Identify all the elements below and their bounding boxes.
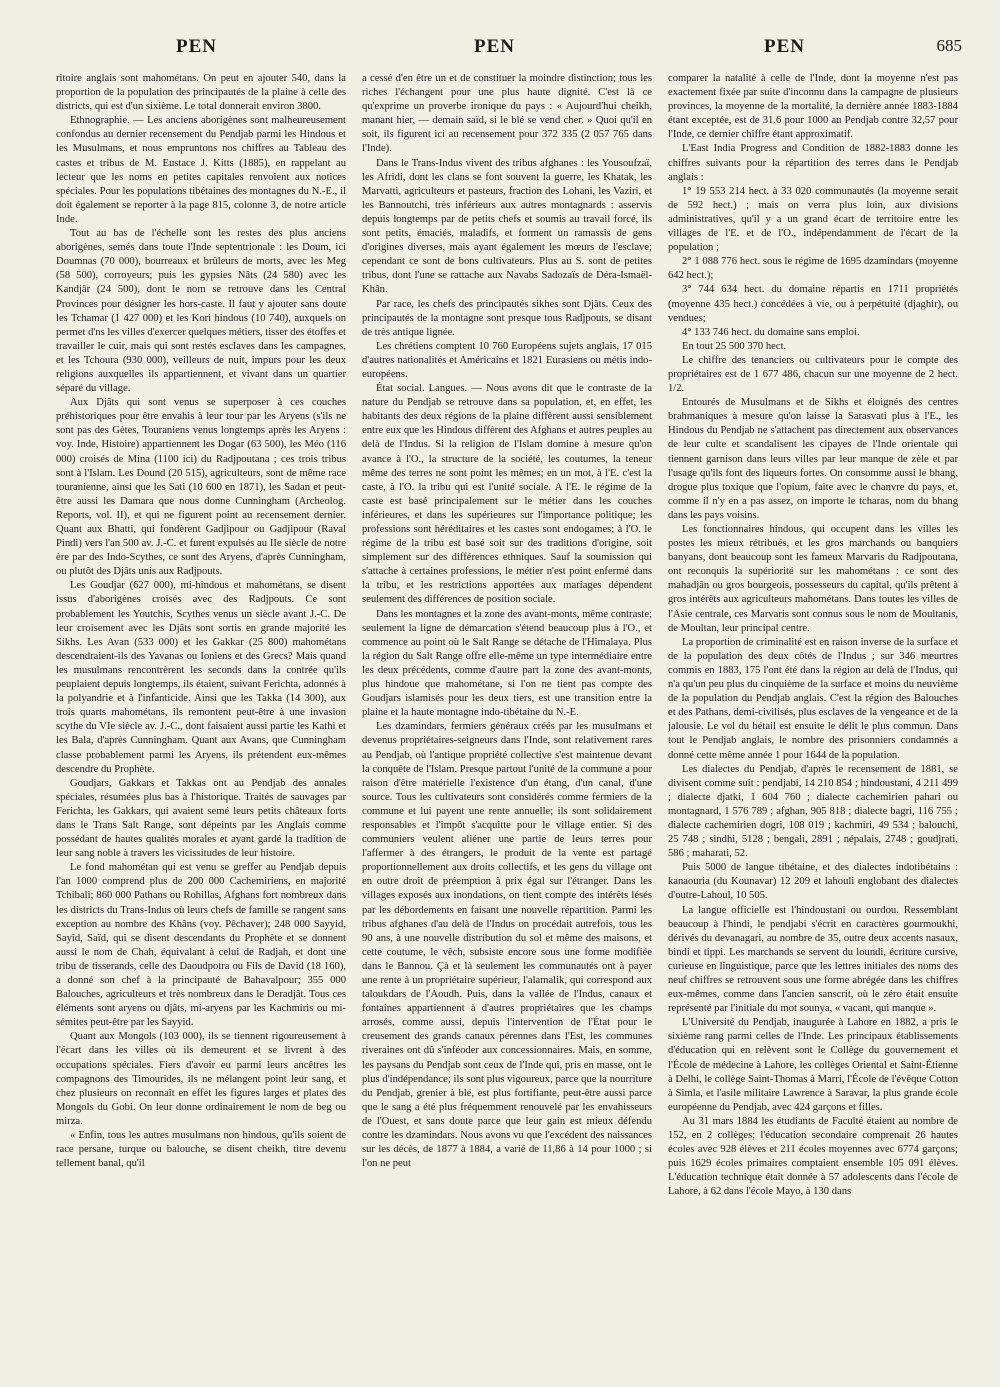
paragraph: Goudjars, Gakkars et Takkas ont au Pendjab des annales spéciales, résumées plus bas à l'historique. Traités de sauvages par Ferichta, les Gakkars, qui avaient semé leurs petits châteaux forts dans le Trans Salt Range, sont dépeints par les Anglais comme possédant de hautes qualités morales et ayant gardé la tradition de leur sang noble à travers les vicissitudes de leur histoire. [56,777,346,860]
paragraph: a cessé d'en être un et de constituer la moindre distinction; tous les riches l'échangent pour une plus haute dignité. C'est là ce qu'exprime un proverbe ironique du pays : « Aujourd'hui cheikh, manant hier, — demain saïd, si le blé se vend cher. » Quoi qu'il en soit, ils figurent ici au recensement pour 372 335 (2 057 765 dans l'Inde). [362,73,652,155]
paragraph: Ethnographie. — Les anciens aborigènes sont malheureusement confondus au dernier recensement du Pendjab parmi les Hindous et les Musulmans, et nous empruntons nos chiffres au Tableau des castes et tribus de M. Eustace J. Kitts (1885), en rappelant au lecteur que les noms en petites capitales renvoient aux notices spéciales. Pour les populations tibétaines des montagnes du N.-E., il doit également se reporter à la page 815, colonne 3, de notre article Inde. [56,115,346,225]
paragraph: Par race, les chefs des principautés sikhes sont Djâts. Ceux des principautés de la montagne sont presque tous Radjpouts, se disant de très antique lignée. [362,298,652,338]
column-3 [668,72,958,1372]
paragraph: L'Université du Pendjab, inaugurée à Lahore en 1882, a pris le sixième rang parmi celles de l'Inde. Les principaux établissements d'éducation qui en relèvent sont le Collège du gouvernement et l'École de médecine à Lahore, les collèges Oriental et Saint-Étienne à Delhi, le collège Saint-Thomas à Marri, l'École de l'évêque Cotton à Simla, et l'asile militaire Lawrence à Saravar, la plus grande école européenne du Pendjab, avec 424 garçons et filles. [668,1017,958,1113]
text-columns [56,72,962,1372]
column-2 [362,72,652,1372]
paragraph: Quant aux Mongols (103 000), ils se tiennent rigoureusement à l'écart dans les villes où ils demeurent et se livrent à des occupations spéciales. Fiers d'avoir eu parmi leurs ancêtres les compagnons des Timourides, ils ne mélangent point leur sang, et chez plusieurs on reconnaît en effet les figures larges et plates des Mongols du Gobi. On leur donne ordinairement le nom de beg ou mirza. [56,1031,346,1127]
page-number: 685 [936,36,962,55]
paragraph: Dans les montagnes et la zone des avant-monts, même contraste; seulement la ligne de démarcation s'étend beaucoup plus à l'O., et commence au point où le Salt Range se détache de l'Himalaya. Plus la région du Salt Range offre elle-même un type intermédiaire entre les deux précédents, comme d'autre part la zone des avant-monts, plus hindoue que mahométane, si l'on ne tient pas compte des Goudjars islamisés pour les deux tiers, est une transition entre la plaine et la haute montagne indo-tibétaine du N.-E. [362,608,652,719]
paragraph: La proportion de criminalité est en raison inverse de la surface et de la population des deux côtés de l'Indus ; sur 346 meurtres commis en 1883, 175 l'ont été dans la région au delà de l'Indus, qui n'a qu'un peu plus du cinquième de la surface et moins du neuvième de la population du Pendjab anglais. C'est la région des Balouches et des Pathans, demi-civilisés, plus esclaves de la vengeance et de la jalousie. Le vol du bétail est ensuite le délit le plus commun. Dans tout le Pendjab anglais, le nombre des prisonniers condamnés a donné cette même année 1 pour 1644 de la population. [668,636,958,761]
headword-left: PEN [176,36,217,57]
paragraph: État social. Langues. — Nous avons dit que le contraste de la nature du Pendjab se retrouve dans sa population, et, en effet, les habitants des deux régions de la plaine diffèrent aussi sensiblement entre eux que les Hindous diffèrent des Afghans et autres peuples au delà de l'Indus. Si la religion de l'Islam domine à mesure qu'on avance à l'O., la structure de la société, les coutumes, la teneur même des terres ne sont point les mêmes; en un mot, à l'E. c'est la caste, à l'O. la tribu qui est l'unité sociale. A l'E. le régime de la caste est basé principalement sur le métier dans les couches inférieures, et dans les supérieures sur l'importance politique; les professions sont héréditaires et les castes sont endogames; à l'O. le régime de la tribu est basé soit sur des traditions d'origine, soit simplement sur des différences ethniques. Sauf la soumission qui s'attache à certaines professions, le métier n'est point enfermé dans la tribu, et les restrictions apportées aux mariages dépendent seulement des différences de position sociale. [362,383,652,606]
paragraph: L'East India Progress and Condition de 1882-1883 donne les chiffres suivants pour la répartition des terres dans le Pendjab anglais : [668,143,958,183]
paragraph: Les dialectes du Pendjab, d'après le recensement de 1881, se divisent comme suit : pendjabi, 14 210 854 ; hindoustani, 4 211 499 ; dialecte djatki, 1 604 760 ; dialecte cachemirien pahari ou montagnard, 1 576 789 ; afghan, 905 818 ; dialecte bagri, 116 755 ; dialecte cachemirien dogri, 108 019 ; kachmiri, 49 534 ; balouchi, 25 748 ; sindhi, 5128 ; bengali, 2891 ; népalais, 2748 ; goudjrati, 586 ; maharati, 52. [668,763,958,860]
paragraph: 3° 744 634 hect. du domaine répartis en 1711 propriétés (moyenne 435 hect.) concédées à vie, ou à perpétuité (djaghir), ou vendues; [668,284,958,324]
paragraph: Le fond mahométan qui est venu se greffer au Pendjab depuis l'an 1000 comprend plus de 200 000 Cachemiriens, en majorité Tchibali; 860 000 Pathans ou Rohillas, Afghans fort nombreux dans les districts du Trans-Indus où leurs chefs de famille se rangent sans exception au nombre des Khâns (voy. Pêchaver); 248 000 Sayyid, Sayîd, Saïd, qui se disent descendants du Prophète et se donnent aussi le nom de Chah, équivalant à celui de Radjah, et dont une tribu de tisserands, celle des Daoudpotra ou Fils de David (18 160), a donné son chef à la principauté de Bahavalpour; 355 000 Balouches, agriculteurs et très nombreux dans le Deradjât. Tous ces éléments sont aryens ou djâts, mi-aryens par les Kachmiris ou mi-sémites peut-être par les Sayyid. [56,862,346,1029]
paragraph: Aux Djâts qui sont venus se superposer à ces couches préhistoriques pour être envahis à leur tour par les Aryens (s'ils ne sont pas des Gètes, Touraniens venus longtemps après les Aryens : voy. Inde, Histoire) appartiennent les Dogar (63 500), les Méo (116 000) croisés de Mina (1100 ici) du Radjpoutana ; ces trois tribus sont à l'Islam. Les Dound (20 515), agriculteurs, sont de même race touranienne, ainsi que les Sati (10 600 en 1871), les Sadan et peut-être aussi les Damara que nous donne Cunningham (Archeolog. Reports, vol. II), et qui ne figurent point au recensement dernier. Quant aux Bhatti, qui fondèrent Gadjipour ou Gadjipour (Raval Pindi) vers l'an 500 av. J.-C. et furent expulsés au IIe siècle de notre ère par des Indo-Scythes, ce sont des Aryens, d'après Cunningham, ou plutôt des Djâts unis aux Radjpouts. [56,397,346,578]
paragraph: « Enfin, tous les autres musulmans non hindous, qu'ils soient de race persane, turque ou balouche, se disent cheikh, titre devenu tellement banal, qu'il [56,1130,346,1170]
paragraph: Les fonctionnaires hindous, qui occupent dans les villes les postes les mieux rétribués, et les gros marchands ou banquiers banyans, dont beaucoup sont les fameux Marvaris du Radjpoutana, ont reconquis la supériorité sur les mahométans : ce sont des mahadjân ou gros bourgeois, possesseurs du capital, qu'ils prêtent à gros intérêts aux agriculteurs mahométans. Dans toutes les villes de l'Asie centrale, ces Marvaris sont connus sous le nom de Moultanis, de Moultan, leur principal centre. [668,524,958,634]
paragraph: En tout 25 500 370 hect. [682,340,787,352]
paragraph: Le chiffre des tenanciers ou cultivateurs pour le compte des propriétaires est de 1 677 486, chacun sur une moyenne de 2 hect. 1/2. [668,354,958,395]
paragraph: 4° 133 746 hect. du domaine sans emploi. [682,326,860,338]
paragraph: 1° 19 553 214 hect. à 33 020 communautés (la moyenne serait de 592 hect.) ; mais on verra plus loin, aux divisions administratives, qu'il y a un grand écart de territoire entre les villages de l'E. et de l'O., indépendamment de l'écart de la population ; [668,185,958,254]
headword-right: PEN [764,36,805,57]
paragraph: Tout au bas de l'échelle sont les restes des plus anciens aborigènes, semés dans toute l'Inde septentrionale : les Doum, ici Doumnas (70 000), bourreaux et brûleurs de morts, avec les Meg (58 500), corroyeurs; puis les gypsies Nâts (24 580) avec les Kandjâr (24 500), dont le nom se retrouve dans les Central Provinces pour désigner les hors-caste. Il faut y ajouter sans doute les Tchamar (1 427 000) et les Kori hindous (10 740), auxquels on permet d'ns les villes d'exercer quelques métiers, tisser des étoffes et travailler le cuir, mais qui sont restés esclaves dans les campagnes, et les Tchoura (930 000), veilleurs de nuit, impurs pour les deux religions auxquelles ils appartiennent, et vivant dans un quartier séparé du village. [56,228,346,395]
paragraph: La langue officielle est l'hindoustani ou ourdou. Ressemblant beaucoup à l'hindi, le pendjabi s'écrit en caractères gourmoukhi, dérivés du devanagari, au nombre de 35, outre deux accents nasaux, bindi et tippi. Les marchands se servent du loundi, écriture cursive, curieuse en linguistique, parce que les lettres initiales des noms des neuf chiffres se retrouvent sous une forme abrégée dans les chiffres eux-mêmes, comme dans l'ancien sanscrit, où le zéro était ensuite représenté par l'initiale du mot sounya, « vacant, qui manque ». [668,904,958,1015]
headword-center: PEN [474,36,515,57]
paragraph: Puis 5000 de langue tibétaine, et des dialectes indotibétains : kanaouria (du Kounavar) 12 209 et lahouli englobant des dialectes d'outre-Lahoul, 10 505. [668,862,958,902]
paragraph: Dans le Trans-Indus vivent des tribus afghanes : les Yousoufzaï, les Afridi, dont les clans se font souvent la guerre, les Khatak, les Marvatti, agriculteurs et pasteurs, fraction des Lohani, les Vaziri, et les Bannoutchi, très inférieurs aux autres montagnards : asservis depuis longtemps par de petits chefs et soumis au travail forcé, ils sont petits, émaciés, maladifs, et forment un ramassis de gens d'origines diverses, mais ayant également les mœurs de l'esclave; cependant ce sont de bons cultivateurs. Plus au S. sont de petites tribus, dont l'une se rattache aux Navabs Sadozaïs de Déra-Ismaël-Khân. [362,157,652,296]
paragraph: Les dzamindars, fermiers généraux créés par les musulmans et devenus propriétaires-seigneurs dans l'Inde, sont relativement rares au Pendjab, où l'antique propriété collective s'est maintenue devant la conquête de l'Islam. Presque partout l'unité de la commune a pour raison d'être matérielle l'existence d'un étang, d'un canal, d'une source. Tous les cultivateurs sont considérés comme fermiers de la commune et lui payent une rente annuelle; ils sont solidairement responsables et l'impôt s'acquitte pour le village entier. Si des communiers veulent aliéner une partie de leurs terres pour l'affermer à des étrangers, le produit de la vente est partagé proportionnellement aux droits collectifs, et les gens du village ont en outre droit de préemption à prix égal sur l'étranger. Dans les villages exposés aux inondations, on tient compte des intérêts lésés par les débordements en faisant une nouvelle répartition. Parmi les tribus afghanes d'au delà de l'Indus on procédait autrefois, tous les 90 ans, à une nouvelle distribution du sol et même des maisons, et cette coutume, le vêch, subsiste encore sous une forme modifiée dans le Bannou. Çà et là seulement les communautés ont à payer une rente à un propriétaire supérieur, l'alamalik, qui correspond aux taloukdars de l'Aoudh. Puis, dans la vallée de l'Indus, canaux et fontaines appartiennent à d'autres propriétaires que les champs arrosés, comme aussi, depuis l'intervention de l'État pour le creusement des grands canaux pérennes dans l'Est, les communes riveraines ont dû s'inféoder aux concessionnaires. Mais, en somme, les paysans du Pendjab sont ceux de l'Inde qui, pris en masse, ont le plus d'indépendance; ils sont plus vigoureux, parce que la nourriture du Pendjab, grenier à blé, est plus fortifiante, peut-être aussi parce que le sang a été plus fréquemment renouvelé par les envahisseurs de l'Ouest, et sans doute parce que leur gain est mieux défendu contre les dzamindars. Nous avons vu que l'excédent des naissances sur les décès, de 1877 à 1884, a varié de 11,86 à 14 pour 1000 ; si l'on ne peut [362,721,652,1170]
paragraph: comparer la natalité à celle de l'Inde, dont la moyenne n'est pas exactement fixée par suite d'inconnu dans la campagne de plusieurs provinces, la moyenne de la mortalité, la dernière année 1883-1884 étant exceptée, est de 31.6 pour 1000 au Pendjab contre 32,57 pour l'Inde, ce dernier chiffre étant approximatif. [668,73,958,141]
paragraph: ritoire anglais sont mahométans. On peut en ajouter 540, dans la proportion de la population des principautés de la plaine à celle des districts, qui est d'un sixième. Le total donnerait environ 3800. [56,73,346,113]
paragraph: Entourés de Musulmans et de Sikhs et éloignés des centres brahmaniques à mesure qu'on laisse la Sarasvati plus à l'E., les Hindous du Pendjab ne s'attachent pas directement aux observances de leur culte et scandalisent les cipayes de l'Inde orientale qui tiennent garnison dans leurs villes par leur manque de zèle et par l'usage qu'ils font des liqueurs fortes. On consomme aussi le bhang, drogue plus toxique que l'opium, faite avec le chanvre du pays, et, comme il n'y en a pas assez, on importe le tcharas, nom du bhang dans les pays voisins. [668,397,958,521]
running-header [56,36,962,72]
paragraph: Au 31 mars 1884 les étudiants de Faculté étaient au nombre de 152, en 2 collèges; l'éducation secondaire comprenait 26 hautes écoles avec 928 élèves et 211 écoles moyennes avec 6774 garçons; puis 1629 écoles primaires comptaient ensemble 105 091 élèves. L'éducation technique était donnée à 57 adolescents dans l'école de Lahore, à 62 dans l'école Mayo, à 130 dans [668,1115,958,1198]
paragraph: Les chrétiens comptent 10 760 Européens sujets anglais, 17 015 d'autres nationalités et Américains et 1821 Eurasiens ou métis indo-européens. [362,340,652,380]
paragraph: Les Goudjar (627 000), mi-hindous et mahométans, se disent issus d'aborigènes croisés avec des Radjpouts. Ce sont probablement les Youtchis, Scythes venus un siècle avant J.-C. De leur croisement avec les Djâts sont sortis en grande majorité les Sikhs. Les Avan (533 000) et les Gakkar (25 800) mahométans descendraient-ils des Yavanas ou Ioniens et des Grecs? Mais quand les musulmans rencontrèrent les seconds dans la contrée qu'ils peuplaient depuis longtemps, ils étaient, suivant Ferichta, adonnés à la polyandrie et à l'infanticide. Ainsi que les Takka (14 300), aux trois quarts mahométans, ils remontent peut-être à une invasion scythe du VIe siècle av. J.-C., dont faisaient aussi partie les Kathi et les Bala, d'après Cunningham. Quant aux Avans, que Cunningham classe probablement parmi les Aryens, ils prétendent eux-mêmes descendre du Prophète. [56,580,346,775]
column-1 [56,72,346,1372]
paragraph: 2° 1 088 776 hect. sous le régime de 1695 dzamindars (moyenne 642 hect.); [668,256,958,282]
